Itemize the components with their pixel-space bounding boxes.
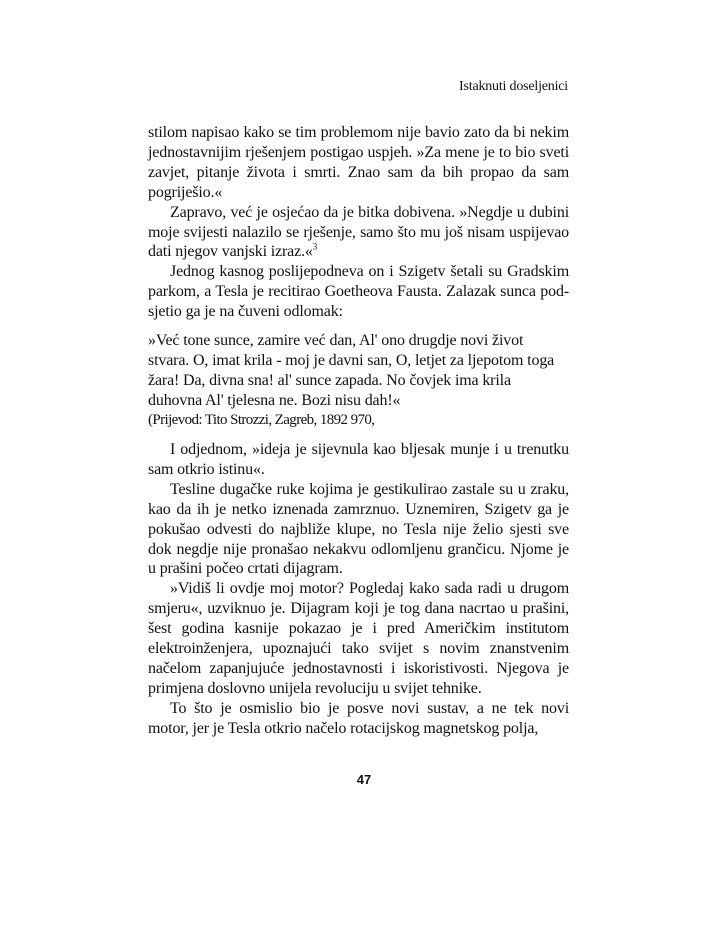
text-line: »Vidiš li ovdje moj motor? Pogledaj kako sada radi u drugom	[170, 580, 569, 597]
poem-line: žara! Da, divna sna! al' sunce zapada. No čovjek ima krila	[148, 372, 511, 389]
poem-line: »Već tone sunce, zamire već dan, Al' ono drugdje novi život	[148, 332, 524, 349]
text-line: Jednog kasnog poslijepodneva on i Szigetv šetali su Gradskim	[170, 263, 569, 280]
running-header: Istaknuti doseljenici	[459, 79, 568, 94]
text-line: kao da ih je netko iznenada zamrznuo. Uznemiren, Szigetv ga je	[148, 501, 569, 518]
text-line: načelom zapanjujuće jednostavnosti i iskoristivosti. Njegova je	[148, 660, 569, 677]
text-line: zavjet, pitanje života i smrti. Znao sam da bih propao da sam	[148, 164, 569, 181]
text-line: sam otkrio istinu«.	[148, 461, 265, 478]
text-line: smjeru«, uzviknuo je. Dijagram koji je tog dana nacrtao u prašini,	[148, 600, 569, 617]
page-number: 47	[356, 772, 372, 787]
text-line: I odjednom, »ideja je sijevnula kao bljesak munje i u trenutku	[170, 441, 569, 458]
text-line	[148, 242, 569, 261]
text-line: moje svijesti nalazilo se rješenje, samo što mu još nisam uspijevao	[148, 224, 569, 241]
poem-line: stvara. O, imat krila - moj je davni san, O, letjet za ljepotom toga	[148, 352, 555, 369]
text-line: sjetio ga je na čuveni odlomak:	[148, 303, 343, 320]
text-line: stilom napisao kako se tim problemom nije bavio zato da bi nekim	[148, 124, 569, 141]
citation-line: (Prijevod: Tito Strozzi, Zagreb, 1892 970,	[148, 412, 375, 428]
text-line: Tesline dugačke ruke kojima je gestikulirao zastale su u zraku,	[170, 481, 569, 498]
poem-line: duhovna Al' tjelesna ne. Bozi nisu dah!«	[148, 392, 401, 409]
text-line: jednostavnijim rješenjem postigao uspjeh. »Za mene je to bio sveti	[148, 144, 569, 161]
text-line: To što je osmislio bio je posve novi sustav, a ne tek novi	[170, 700, 569, 717]
text-line: u prašini počeo crtati dijagram.	[148, 560, 343, 577]
text-line: parkom, a Tesla je recitirao Goetheova Fausta. Zalazak sunca pod-	[148, 283, 569, 300]
text-line: Zapravo, već je osjećao da je bitka dobivena. »Negdje u dubini	[170, 204, 569, 221]
text-line: elektroinženjera, upoznajući tako svijet s novim znanstvenim	[148, 640, 569, 657]
text-line: pokušao odvesti do najbliže klupe, no Tesla nije želio sjesti sve	[148, 521, 569, 538]
text-line: pogriješio.«	[148, 184, 223, 201]
text-line: motor, jer je Tesla otkrio načelo rotacijskog magnetskog polja,	[148, 720, 539, 737]
text-line-content: dati njegov vanjski izraz.«	[148, 243, 313, 260]
footnote-marker: 3	[312, 241, 318, 252]
text-line: šest godina kasnije pokazao je i pred Američkim institutom	[148, 620, 569, 637]
text-line: primjena doslovno unijela revoluciju u svijet tehnike.	[148, 680, 482, 697]
text-line: dok negdje nije pronašao nekakvu odlomljenu grančicu. Njome je	[148, 541, 569, 558]
